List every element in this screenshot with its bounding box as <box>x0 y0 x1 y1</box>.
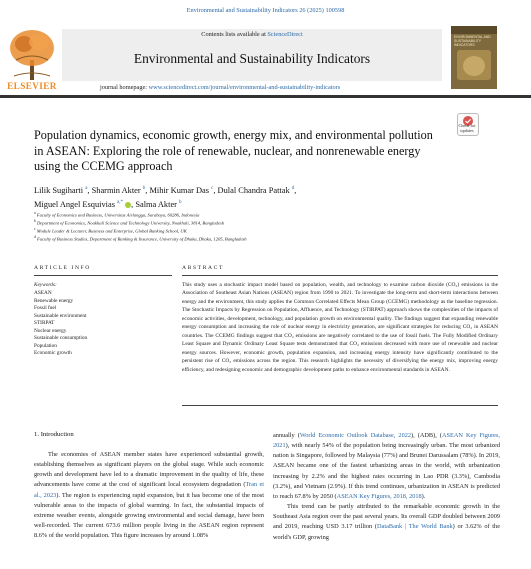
contents-prefix: Contents lists available at <box>201 31 268 38</box>
intro-text: ), with nearly 54% of the population being increasingly urban. The most urbanized nation is Singapore, followed by Malaysia (77%) and Brunei Darussalam (78%). In 2019, ASEAN became one of the fastest urbanizing areas in the world, with urbanization increasing by 2.2% and the highest rates occurring in Lao PDR (3.3%), Cambodia (3.2%), and Vietnam (2.9%). If this trend continues, urbanization in ASEAN is predicted to reach 67.8% by 2050 ( <box>273 442 500 500</box>
intro-text: This trend can be partly attributed to the remarkable economic growth in the Southeast Asia region over the past several years. Its overall GDP doubled between 2009 and 2019, reaching USD 3.17 trillion ( <box>273 503 500 531</box>
intro-left-column <box>34 450 264 541</box>
author-affil-marker[interactable]: d <box>291 186 295 191</box>
author-list <box>34 183 454 211</box>
citation-link[interactable]: ASEAN Key Figures, 2018, 2018 <box>336 492 422 500</box>
authors-line-2: Miguel Angel Esquivias $^{a,*}$ , Salma Akter $^b$ <box>34 199 182 209</box>
keyword: Population <box>34 342 57 349</box>
homepage-label: journal homepage: <box>100 84 149 91</box>
intro-paragraph <box>34 450 264 541</box>
affil-marker: b <box>34 219 36 223</box>
intro-text: The economies of ASEAN member states have experienced substantial growth, establishing themselves as significant players on the global stage. While such economic growth and development have led to a dramatic improvement in the quality of life, these advancements have come at the cost of significant local ecosystem degradation ( <box>34 451 264 489</box>
author-name[interactable]: Miguel Angel Esquivias <box>34 199 115 209</box>
journal-title[interactable]: Environmental and Sustainability Indicators <box>133 51 371 66</box>
affil-marker: d <box>34 235 36 239</box>
author-affil-marker[interactable]: b <box>142 186 146 191</box>
orcid-icon[interactable] <box>125 202 131 208</box>
abstract-heading: ABSTRACT <box>182 265 225 271</box>
affiliation <box>34 227 514 234</box>
contents-line <box>62 31 442 38</box>
citation-link[interactable]: World Economic Outlook Database, 2022 <box>299 432 412 439</box>
citation-link[interactable]: ASEAN Key Figures, 2021 <box>273 432 500 450</box>
author-affil-marker[interactable]: b <box>179 200 182 205</box>
abstract-text: This study uses a stochastic impact model based on population, wealth, and technology to examine carbon dioxide (CO₂) emissions in the Association of Southeast Asian Nations (ASEAN) region from 1990 to 2021. To investigate the long-term and short-term interactions between energy and the environment, this study applies the Common Correlated Effects Mean Group (CCEMG) methodology as the baseline regression. The Stochastic Impacts by Regression on Population, Affluence, and Technology (STIRPAT) approach shows the complexities of the impacts of economic activities, development, technology, and population growth on environmental quality. The findings suggest that expanding renewable energy consumption and increasing the role of nuclear energy in electricity generation, are significant strategies for reducing CO₂ in ASEAN countries. The CCEMG findings suggest that CO₂ emissions are negatively correlated to the use of fossil fuels. The Fully Modified Ordinary Least Square and Dynamic Ordinary Least Square tests demonstrated that CO₂ emissions decreased with more use of renewable and nuclear energy sources. However, economic growth, population expansion, and increasing energy intensity have significantly contributed to the persistent rise of CO₂ emissions across the region. This research highlights the necessity of diversifying the energy mix, improving energy efficiency, and redesigning economic and demographic development paths to enhance environmental standards in ASEAN. <box>182 282 498 373</box>
authors-line-1: Lilik Sugiharti $^a$, Sharmin Akter $^b$, Mihir Kumar Das $^c$, Dulal Chandra Pattak $^d$, <box>34 185 297 195</box>
keyword: Nuclear energy <box>34 327 67 334</box>
header-rule <box>0 95 531 98</box>
keyword: ASEAN <box>34 290 52 296</box>
affil-marker: c <box>34 227 36 231</box>
author-name[interactable]: Mihir Kumar Das <box>149 185 210 195</box>
journal-citation[interactable]: Environmental and Sustainability Indicators 26 (2025) 100598 <box>186 7 345 14</box>
intro-text: ). <box>421 492 426 500</box>
journal-homepage <box>100 84 340 91</box>
article-title: Population dynamics, economic growth, energy mix, and environmental pollution in ASEAN: Exploring the role of renewable, nuclear, and nonrenewable energy using the CCEMG approach <box>34 128 433 174</box>
intro-right-column <box>273 431 500 543</box>
citation-link[interactable]: DataBank | The World Bank <box>376 523 453 531</box>
intro-text: ). The region is experiencing rapid expansion, but it has become one of the most vulnerable areas to the impacts of global warming. In fact, the substantial impacts of extreme weather events, alongside growing environmental and social damage, have been well-recorded. The current 673.6 million people living in the ASEAN region represent 8.6% of the world population. This figure increases by around 1.08% <box>34 491 264 540</box>
affil-text: Faculty of Economics and Business, Universitas Airlangga, Surabaya, 60286, Indonesia <box>36 212 200 218</box>
keywords-label: Keywords: <box>34 282 57 288</box>
author-affil-marker[interactable]: a,* <box>117 200 124 205</box>
author-affil-marker[interactable]: a <box>85 186 88 191</box>
journal-cover-image[interactable] <box>451 26 497 89</box>
affiliation <box>34 219 514 226</box>
homepage-link[interactable]: www.sciencedirect.com/journal/environmental-and-sustainability-indicators <box>148 84 341 91</box>
keyword: Renewable energy <box>34 297 74 304</box>
abstract-bottom-rule <box>182 405 498 406</box>
author-name[interactable]: Lilik Sugiharti <box>34 185 84 195</box>
keyword: Economic growth <box>34 350 72 356</box>
affiliation <box>34 235 514 242</box>
affiliation <box>34 211 514 218</box>
keyword: STIRPAT <box>34 320 55 326</box>
publisher-name: ELSEVIER <box>7 81 57 91</box>
abstract-rule <box>182 275 498 276</box>
intro-paragraph <box>273 432 500 500</box>
author-name[interactable]: Dulal Chandra Pattak <box>217 185 290 195</box>
author-affil-marker[interactable]: c <box>211 186 214 191</box>
keyword: Sustainable environment <box>34 312 87 319</box>
affil-text: Faculty of Business Studies, Department of Banking & Insurance, University of Dhaka, Dhaka, 1205, Bangladesh <box>36 236 247 242</box>
cover-title: ENVIRONMENTAL AND SUSTAINABILITY INDICATORS <box>454 35 491 47</box>
affil-text: Department of Economics, Noakhali Science and Technology University, Noakhali, 3814, Bangladesh <box>36 220 225 226</box>
sciencedirect-link[interactable]: ScienceDirect <box>267 31 303 38</box>
citation-link[interactable]: Tran et al., 2023 <box>34 481 264 499</box>
intro-paragraph <box>273 502 500 543</box>
intro-text: ) or 3.62% of the world's GDP, growing <box>273 523 500 541</box>
article-info-rule <box>34 275 172 276</box>
affil-marker: a <box>34 211 36 215</box>
check-for-updates-label[interactable]: Check for updates <box>458 123 476 133</box>
author-name[interactable]: Sharmin Akter <box>91 185 141 195</box>
section-heading-introduction: 1. Introduction <box>34 431 74 438</box>
intro-text: ), (ADB), ( <box>411 432 442 439</box>
affil-text: Module Leader & Lecturer, Business and Enterprise, Global Banking School, UK <box>36 228 187 234</box>
keyword: Fossil fuel <box>34 305 57 311</box>
intro-text: annually ( <box>273 432 300 439</box>
article-info-heading: ARTICLE INFO <box>34 265 91 271</box>
keyword: Sustainable consumption <box>34 335 88 341</box>
author-name[interactable]: Salma Akter <box>135 199 177 209</box>
